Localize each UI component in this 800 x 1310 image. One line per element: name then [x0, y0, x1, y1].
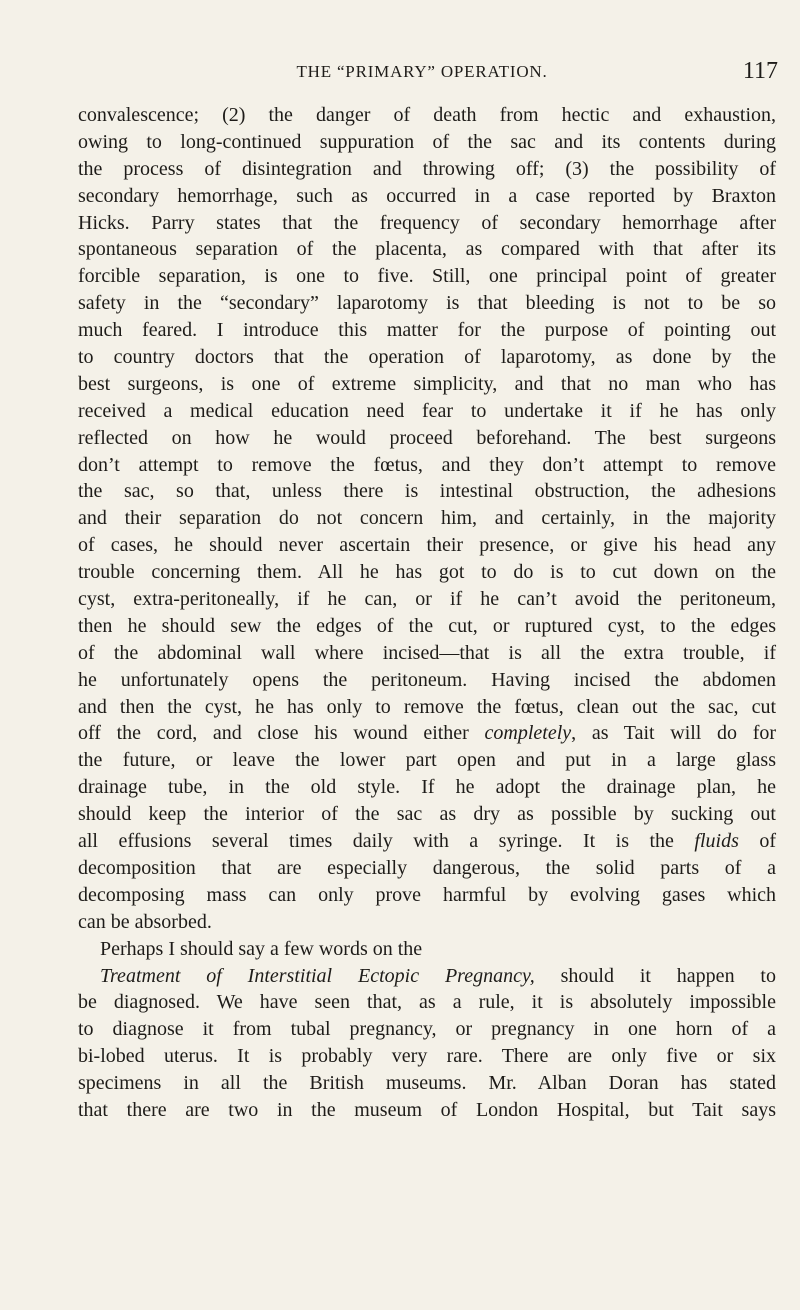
text-segment: , as Tait will do for	[571, 722, 777, 745]
text-line	[78, 828, 776, 855]
text-segment: of	[759, 830, 777, 853]
text-line: owing to long-continued suppuration of the sac and its contents during	[78, 130, 776, 153]
text-line: the sac, so that, unless there is intestinal obstruction, the adhesions	[78, 480, 776, 503]
body-text	[78, 102, 776, 1124]
text-line: specimens in all the British museums. Mr. Alban Doran has stated	[78, 1072, 776, 1095]
text-line: don’t attempt to remove the fœtus, and they don’t attempt to remove	[78, 453, 776, 476]
text-line: secondary hemorrhage, such as occurred in a case reported by Braxton	[78, 184, 776, 207]
text-line: and then the cyst, he has only to remove the fœtus, clean out the sac, cut	[78, 695, 776, 718]
text-segment: should it happen to	[560, 964, 776, 987]
text-line: trouble concerning them. All he has got to do is to cut down on the	[78, 561, 776, 584]
text-line: decomposition that are especially dangerous, the solid parts of a	[78, 856, 776, 879]
text-line: Perhaps I should say a few words on the	[100, 937, 423, 960]
text-line: he unfortunately opens the peritoneum. Having incised the abdomen	[78, 668, 776, 691]
page-number: 117	[742, 58, 778, 84]
text-line: to diagnose it from tubal pregnancy, or pregnancy in one horn of a	[78, 1018, 776, 1041]
text-line	[78, 963, 776, 990]
italic-heading: Treatment of Interstitial Ectopic Pregnancy,	[100, 964, 535, 987]
text-line	[78, 720, 776, 747]
text-line: cyst, extra-peritoneally, if he can, or if he can’t avoid the peritoneum,	[78, 588, 776, 611]
running-title: THE “PRIMARY” OPERATION.	[296, 62, 548, 81]
text-line: forcible separation, is one to five. Still, one principal point of greater	[78, 265, 776, 288]
text-line: the future, or leave the lower part open and put in a large glass	[78, 749, 776, 772]
running-head	[66, 58, 778, 90]
text-line: can be absorbed.	[78, 910, 212, 933]
text-line: to country doctors that the operation of laparotomy, as done by the	[78, 346, 776, 369]
text-line: the process of disintegration and throwing off; (3) the possibility of	[78, 157, 776, 180]
text-line: bi-lobed uterus. It is probably very rare. There are only five or six	[78, 1045, 776, 1068]
text-line: that there are two in the museum of London Hospital, but Tait says	[78, 1098, 776, 1121]
text-line: decomposing mass can only prove harmful by evolving gases which	[78, 883, 776, 906]
text-segment: off the cord, and close his wound either	[78, 722, 469, 745]
text-line: of the abdominal wall where incised—that is all the extra trouble, if	[78, 641, 776, 664]
italic-word: completely	[484, 722, 572, 745]
text-line: received a medical education need fear to undertake it if he has only	[78, 399, 776, 422]
text-line: then he should sew the edges of the cut, or ruptured cyst, to the edges	[78, 614, 776, 637]
text-line: convalescence; (2) the danger of death from hectic and exhaustion,	[78, 104, 776, 126]
text-line: best surgeons, is one of extreme simplicity, and that no man who has	[78, 372, 776, 395]
text-segment: all effusions several times daily with a syringe. It is the	[78, 830, 674, 853]
text-line: be diagnosed. We have seen that, as a rule, it is absolutely impossible	[78, 991, 776, 1014]
text-line: and their separation do not concern him, and certainly, in the majority	[78, 507, 776, 530]
text-line: reflected on how he would proceed beforehand. The best surgeons	[78, 426, 776, 449]
text-line: much feared. I introduce this matter for the purpose of pointing out	[78, 319, 776, 342]
text-line: should keep the interior of the sac as dry as possible by sucking out	[78, 803, 776, 826]
text-line: drainage tube, in the old style. If he adopt the drainage plan, he	[78, 776, 776, 799]
text-line: Hicks. Parry states that the frequency of secondary hemorrhage after	[78, 211, 776, 234]
text-line: spontaneous separation of the placenta, as compared with that after its	[78, 238, 776, 261]
text-line: of cases, he should never ascertain their presence, or give his head any	[78, 534, 776, 557]
text-line: safety in the “secondary” laparotomy is that bleeding is not to be so	[78, 292, 776, 315]
italic-word: fluids	[694, 830, 739, 853]
